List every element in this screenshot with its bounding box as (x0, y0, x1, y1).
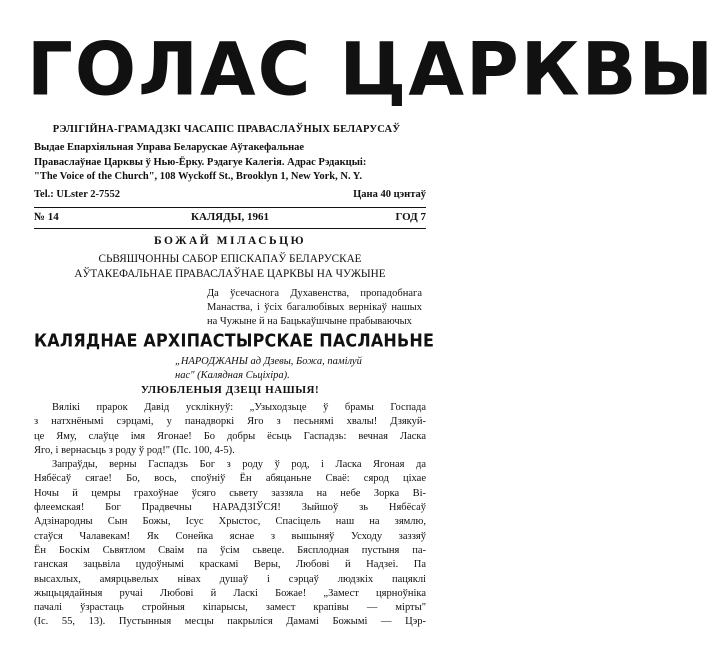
body-line: Запраўды, верны Гаспадзь Бог з роду ў род, і Ласка Ягоная да (52, 459, 426, 471)
body-line: Вялікі прарок Давід усклікнуў: „Узыходзьце ў брамы Госпада (52, 402, 426, 413)
salutation: УЛЮБЛЕНЫЯ ДЗЕЦІ НАШЫЯ! (140, 384, 320, 396)
masthead-title: ГОЛАС ЦАРКВЫ (27, 26, 715, 112)
contact-row (34, 189, 426, 200)
body-line: це Яму, слаўце імя Ягонае! Бо добры ёсьць Гаспадзь: вечная Ласка (34, 430, 426, 442)
section-heading: БОЖАЙ МІЛАСЬЦЮ (153, 235, 307, 247)
sobor-line: АЎТАКЕФАЛЬНАЕ ПРАВАСЛАЎНАЕ ЦАРКВЫ НА ЧУЖЫНЕ (74, 268, 386, 280)
body-line: высахлых, амярцьвелых нівах душаў і сэрцаў людзкіх пацяклі (34, 573, 426, 585)
issue-date: КАЛЯДЫ, 1961 (191, 211, 269, 223)
greeting-line: Манаства, і ўсіх багалюбівых вернікаў нашых (207, 302, 422, 313)
body-line: Ночы й цемры грахоўнае ўсяго сьвету заззяла на небе Зорка Ві- (34, 487, 426, 499)
body-line: флеемская! Бог Прадвечны НАРАДЗІЎСЯ! Зыйшоў зь Нябёсаў (34, 502, 426, 514)
body-line: Ён Боскім Сьвятлом Сваім па ўсім сьвеце. Бясплодная пустыня па- (34, 544, 426, 556)
publisher-info (34, 141, 424, 185)
article-body (34, 401, 426, 630)
body-line: стаўся Чалавекам! Як Сонейка яснае з вышыняў Усходу заззяў (34, 530, 426, 542)
tagline: РЭЛІГІЙНА-ГРАМАДЗКІ ЧАСАПІС ПРАВАСЛАЎНЫХ БЕЛАРУСАЎ (52, 124, 401, 135)
sobor-heading (34, 252, 426, 282)
publisher-address: "The Voice of the Church", 108 Wyckoff St., Brooklyn 1, New York, N. Y. (34, 171, 363, 182)
body-line: жыцьцядайныя ручаі Любові й Ласкі Божае! „Замест цярноўніка (34, 587, 426, 599)
issue-year: ГОД 7 (395, 211, 426, 223)
body-line: Яго, і вернасьць з роду ў род!" (Пс. 100, 4-5). (34, 444, 235, 456)
greeting-block (207, 287, 422, 329)
body-line: Нябёсаў сягае! Бо, вось, споўніў Ён абяцаньне Сваё: сярод ціхае (34, 473, 426, 485)
issue-number: № 14 (34, 211, 59, 223)
masthead (27, 26, 715, 112)
body-line: пачалі ўзрастаць стройныя кіпарысы, замест крапівы — мірты" (34, 602, 426, 614)
body-line: (Іс. 55, 13). Пустынныя месцы пакрыліся Дамамі Божымі — Цэр- (34, 616, 426, 628)
epigraph (175, 355, 425, 383)
article-title: КАЛЯДНАЕ АРХІПАСТЫРСКАЕ ПАСЛАНЬНЕ (34, 329, 435, 352)
issue-row (34, 211, 426, 223)
phone-number: Tel.: ULster 2-7552 (34, 189, 121, 200)
sobor-line: СЬВЯШЧОННЫ САБОР ЕПІСКАПАЎ БЕЛАРУСКАЕ (98, 253, 362, 265)
publisher-line: Праваслаўнае Царквы ў Нью-Ёрку. Рэдагуе Калегія. Адрас Рэдакцыі: (34, 156, 367, 168)
publisher-line: Выдае Епархіяльная Управа Беларускае Аўтакефальнае (34, 142, 305, 153)
top-divider (34, 207, 426, 208)
bottom-divider (34, 228, 426, 229)
body-line: ганская зацьвіла цудоўнымі краскамі Веры, Любові й Надзеі. Па (34, 559, 426, 571)
greeting-line: на Чужыне й на Бацькаўшчыне прабываючых (207, 316, 412, 327)
greeting-line: Да ўсечаснога Духавенства, пропадобнага (207, 288, 422, 299)
epigraph-line: нас" (Калядная Сьціхіра). (175, 370, 290, 381)
body-line: з натхнёнымі сэрцамі, у панадворкі Яго з песьнямі хвалы! Дзякуй- (34, 416, 426, 428)
body-line: Адзінародны Сын Божы, Ісус Хрыстос, Спасіцель наш на зямлю, (34, 516, 426, 528)
issue-price: Цана 40 цэнтаў (353, 189, 426, 200)
epigraph-line: „НАРОДЖАНЫ ад Дзевы, Божа, памілуй (175, 356, 362, 367)
